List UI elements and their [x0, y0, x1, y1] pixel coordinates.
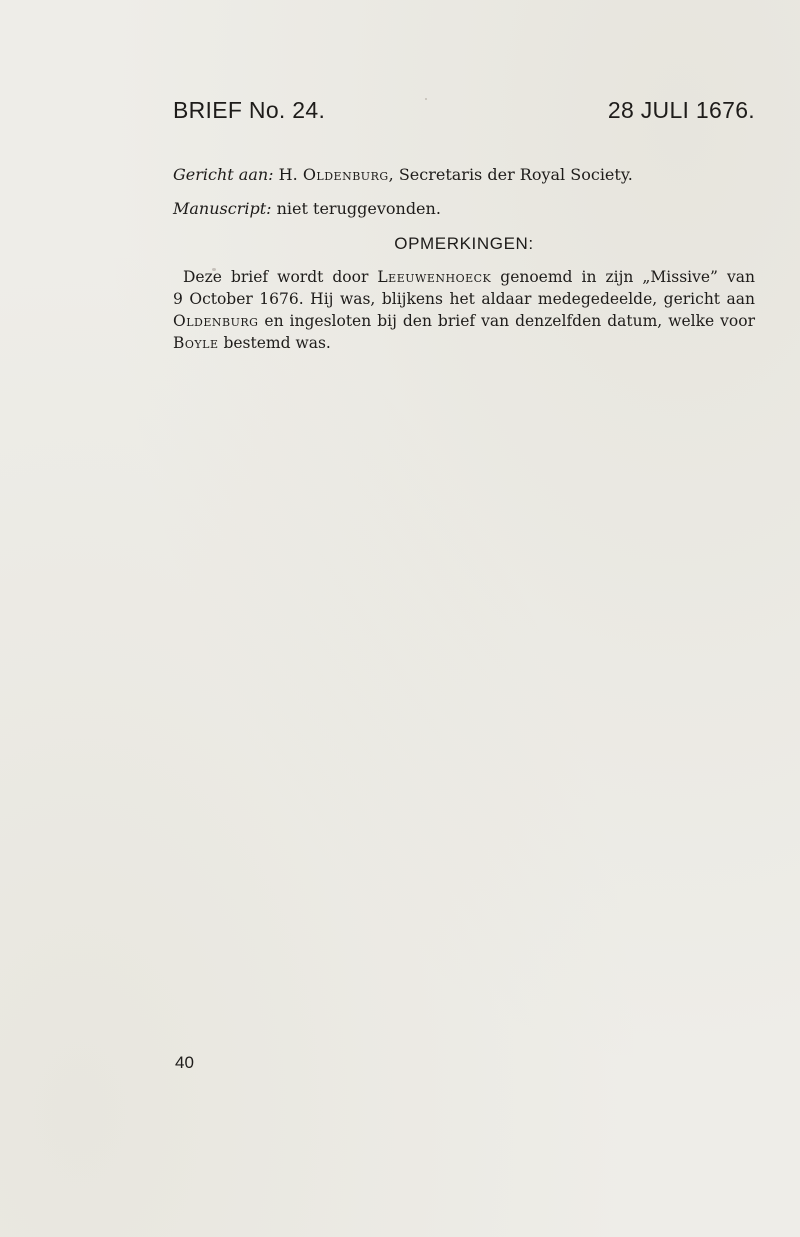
paper-speck	[425, 98, 427, 100]
line-text: bestemd was.	[218, 334, 331, 352]
addressed-to-prefix: H.	[278, 165, 298, 184]
line-text: 9 October 1676. Hij was, blijkens het aldaar medegedeelde, gericht aan	[173, 290, 755, 308]
line-text: Deze brief wordt door	[183, 268, 378, 286]
paper-speck	[212, 268, 216, 271]
remarks-heading: OPMERKINGEN:	[394, 234, 534, 253]
letter-date: 28 JULI 1676.	[607, 97, 755, 123]
addressed-to-name: Oldenburg	[302, 165, 389, 184]
addressed-to-label: Gericht aan:	[173, 165, 274, 184]
page-number: 40	[175, 1053, 194, 1072]
paragraph-line	[173, 288, 755, 310]
paragraph-line	[173, 332, 755, 354]
letter-number: BRIEF No. 24.	[173, 97, 326, 123]
manuscript-value: niet teruggevonden.	[276, 199, 441, 218]
line-text: en ingesloten bij den brief van denzelfden datum, welke voor	[258, 312, 755, 330]
line-text: genoemd in zijn „Missive” van	[491, 268, 755, 286]
line-name: Oldenburg	[173, 312, 259, 330]
line-name: Boyle	[173, 334, 219, 352]
addressed-to-rest: , Secretaris der Royal Society.	[388, 165, 633, 184]
addressed-to-line	[173, 164, 755, 186]
manuscript-label: Manuscript:	[173, 199, 272, 218]
running-header	[173, 97, 755, 131]
paragraph-line	[173, 310, 755, 332]
paragraph-line	[173, 266, 755, 288]
manuscript-line	[173, 198, 755, 220]
line-name: Leeuwenhoeck	[377, 268, 492, 286]
remarks-paragraph	[173, 266, 755, 354]
